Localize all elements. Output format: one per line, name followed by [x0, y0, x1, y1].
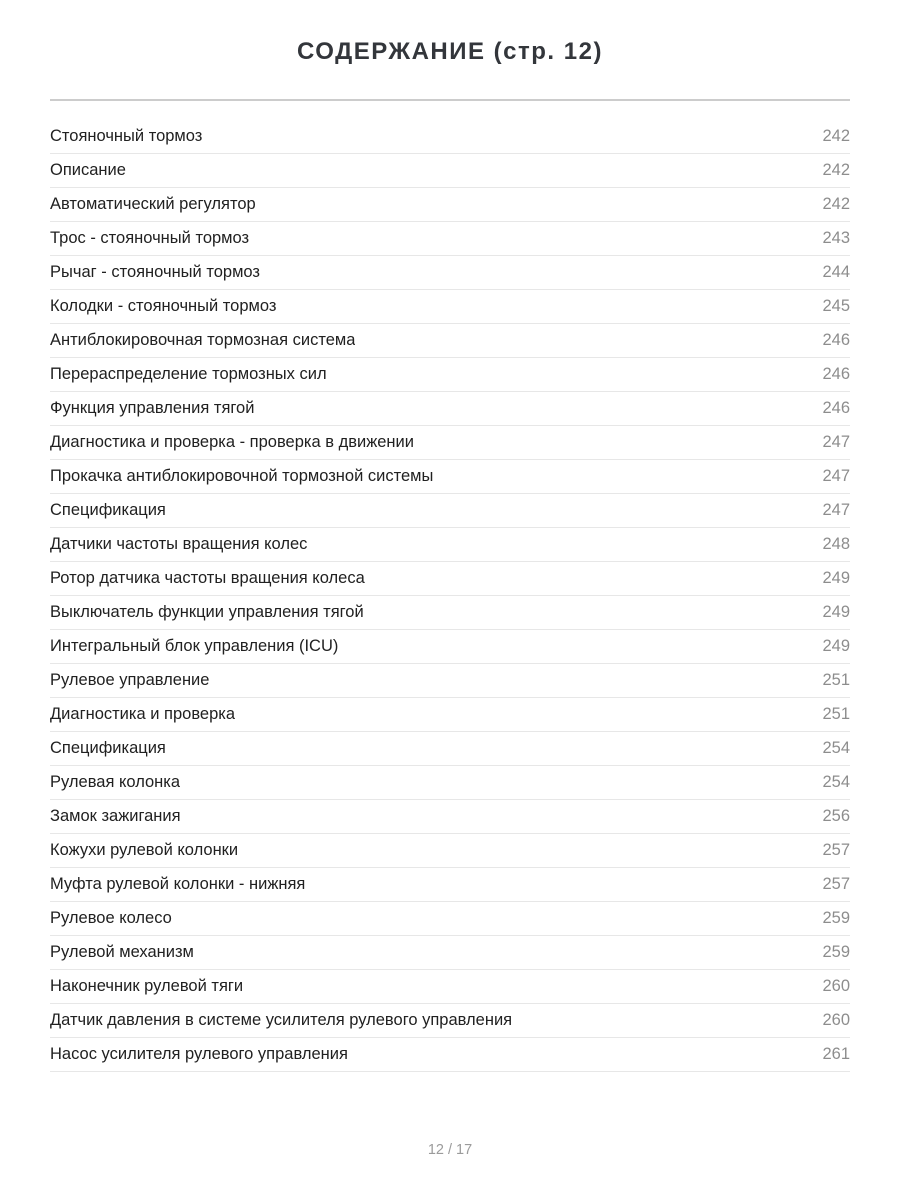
toc-entry-label: Колодки - стояночный тормоз [50, 297, 277, 315]
toc-entry-label: Выключатель функции управления тягой [50, 603, 364, 621]
toc-entry-label: Стояночный тормоз [50, 127, 203, 145]
toc-entry-label: Трос - стояночный тормоз [50, 229, 250, 247]
toc-entry-row [50, 1004, 850, 1038]
toc-entry-page-number: 246 [822, 331, 850, 349]
toc-entry-label: Прокачка антиблокировочной тормозной системы [50, 467, 434, 485]
toc-entry-label: Датчик давления в системе усилителя рулевого управления [50, 1011, 513, 1029]
toc-list [50, 120, 850, 1072]
toc-entry-label: Функция управления тягой [50, 399, 255, 417]
toc-entry-page-number: 256 [822, 807, 850, 825]
toc-entry-page-number: 257 [822, 841, 850, 859]
toc-entry-row [50, 596, 850, 630]
toc-entry-page-number: 259 [822, 943, 850, 961]
pagination-indicator: 12 / 17 [427, 1142, 473, 1158]
toc-entry-page-number: 242 [822, 161, 850, 179]
toc-entry-page-number: 244 [822, 263, 850, 281]
toc-entry-row [50, 494, 850, 528]
toc-entry-row [50, 324, 850, 358]
toc-entry-label: Наконечник рулевой тяги [50, 977, 244, 995]
toc-entry-row [50, 1038, 850, 1072]
toc-entry-row [50, 358, 850, 392]
toc-entry-page-number: 246 [822, 399, 850, 417]
toc-entry-row [50, 290, 850, 324]
toc-entry-row [50, 460, 850, 494]
toc-entry-row [50, 834, 850, 868]
toc-entry-page-number: 247 [822, 467, 850, 485]
toc-entry-label: Датчики частоты вращения колес [50, 535, 308, 553]
toc-entry-page-number: 260 [822, 977, 850, 995]
toc-entry-row [50, 630, 850, 664]
toc-entry-label: Насос усилителя рулевого управления [50, 1045, 348, 1063]
toc-entry-row [50, 392, 850, 426]
toc-entry-label: Ротор датчика частоты вращения колеса [50, 569, 365, 587]
toc-entry-label: Рулевое колесо [50, 909, 172, 927]
toc-entry-label: Автоматический регулятор [50, 195, 256, 213]
toc-entry-page-number: 260 [822, 1011, 850, 1029]
toc-entry-label: Замок зажигания [50, 807, 181, 825]
toc-entry-row [50, 256, 850, 290]
toc-entry-label: Описание [50, 161, 126, 179]
toc-entry-label: Рычаг - стояночный тормоз [50, 263, 260, 281]
toc-entry-page-number: 243 [822, 229, 850, 247]
toc-entry-page-number: 249 [822, 569, 850, 587]
toc-entry-label: Перераспределение тормозных сил [50, 365, 327, 383]
toc-entry-page-number: 251 [822, 671, 850, 689]
toc-entry-page-number: 249 [822, 637, 850, 655]
toc-entry-label: Муфта рулевой колонки - нижняя [50, 875, 306, 893]
toc-entry-page-number: 247 [822, 433, 850, 451]
toc-entry-page-number: 257 [822, 875, 850, 893]
toc-entry-row [50, 732, 850, 766]
toc-entry-row [50, 936, 850, 970]
toc-entry-row [50, 528, 850, 562]
toc-entry-page-number: 246 [822, 365, 850, 383]
toc-entry-row [50, 698, 850, 732]
toc-entry-row [50, 154, 850, 188]
toc-entry-row [50, 426, 850, 460]
toc-entry-page-number: 245 [822, 297, 850, 315]
toc-entry-label: Рулевой механизм [50, 943, 194, 961]
toc-entry-row [50, 562, 850, 596]
toc-entry-row [50, 970, 850, 1004]
toc-entry-page-number: 254 [822, 773, 850, 791]
toc-entry-label: Кожухи рулевой колонки [50, 841, 239, 859]
title-divider [50, 99, 850, 101]
toc-entry-label: Интегральный блок управления (ICU) [50, 637, 339, 655]
toc-entry-page-number: 247 [822, 501, 850, 519]
toc-entry-page-number: 242 [822, 127, 850, 145]
toc-entry-row [50, 664, 850, 698]
toc-entry-label: Рулевое управление [50, 671, 210, 689]
toc-entry-row [50, 800, 850, 834]
toc-entry-page-number: 249 [822, 603, 850, 621]
toc-entry-page-number: 261 [822, 1045, 850, 1063]
toc-entry-row [50, 120, 850, 154]
toc-entry-label: Диагностика и проверка [50, 705, 236, 723]
toc-entry-row [50, 188, 850, 222]
toc-entry-label: Спецификация [50, 501, 166, 519]
toc-entry-page-number: 251 [822, 705, 850, 723]
toc-entry-row [50, 766, 850, 800]
toc-entry-row [50, 902, 850, 936]
page-title: СОДЕРЖАНИЕ (стр. 12) [297, 38, 603, 65]
toc-entry-label: Спецификация [50, 739, 166, 757]
toc-entry-row [50, 222, 850, 256]
toc-entry-page-number: 242 [822, 195, 850, 213]
toc-entry-page-number: 254 [822, 739, 850, 757]
toc-entry-page-number: 248 [822, 535, 850, 553]
toc-entry-page-number: 259 [822, 909, 850, 927]
toc-entry-row [50, 868, 850, 902]
toc-entry-label: Рулевая колонка [50, 773, 181, 791]
toc-entry-label: Диагностика и проверка - проверка в движении [50, 433, 414, 451]
toc-entry-label: Антиблокировочная тормозная система [50, 331, 356, 349]
